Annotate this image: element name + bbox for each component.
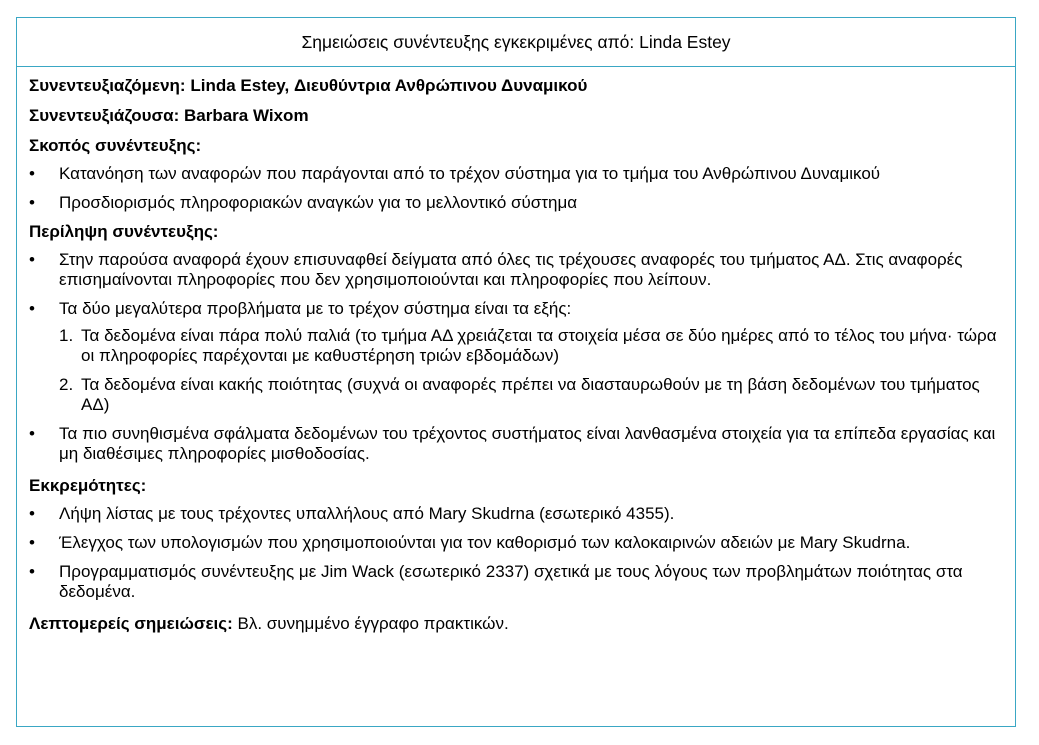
- summary-list: [29, 250, 1003, 464]
- bullet-icon: •: [29, 164, 35, 183]
- list-item: • Τα δύο μεγαλύτερα προβλήματα με το τρέχον σύστημα είναι τα εξής: 1. Τα δεδομένα είναι πάρα πολύ παλιά (το τμήμα ΑΔ χρειάζεται τα στοιχεία μέσα σε δύο ημέρες από το τέλος του μήνα· τώρα οι πληροφορίες παρέχονται με καθυστέρηση τριών εβδομάδων) 2. Τα δεδομένα είναι κακής ποιότητας (συχνά οι αναφορές πρέπει να διασταυρωθούν με τη βάση δεδομένων του τμήματος ΑΔ): [29, 299, 1003, 415]
- list-item: • Τα πιο συνηθισμένα σφάλματα δεδομένων του τρέχοντος συστήματος είναι λανθασμένα στοιχεία για τα επίπεδα εργασίας και μη διαθέσιμες πληροφορίες μισθοδοσίας.: [29, 424, 996, 463]
- purpose-list: [29, 164, 1003, 213]
- numbered-item: 2. Τα δεδομένα είναι κακής ποιότητας (συχνά οι αναφορές πρέπει να διασταυρωθούν με τη βάση δεδομένων του τμήματος ΑΔ): [59, 375, 980, 414]
- numbered-item: 1. Τα δεδομένα είναι πάρα πολύ παλιά (το τμήμα ΑΔ χρειάζεται τα στοιχεία μέσα σε δύο ημέρες από το τέλος του μήνα· τώρα οι πληροφορίες παρέχονται με καθυστέρηση τριών εβδομάδων): [59, 326, 997, 365]
- form-header: [17, 18, 1015, 67]
- details-value: Βλ. συνημμένο έγγραφο πρακτικών.: [237, 614, 509, 633]
- header-title: Σημειώσεις συνέντευξης εγκεκριμένες από: Linda Estey: [301, 31, 731, 52]
- list-item: • Προγραμματισμός συνέντευξης με Jim Wack (εσωτερικό 2337) σχετικά με τους λόγους των προβλημάτων ποιότητας στα δεδομένα.: [29, 562, 963, 601]
- summary-title: Περίληψη συνέντευξης:: [29, 222, 219, 241]
- details-line: [29, 614, 1003, 634]
- item-number: 2.: [59, 375, 74, 394]
- interview-notes-form: [16, 17, 1016, 727]
- form-content: [17, 67, 1015, 634]
- bullet-icon: •: [29, 424, 35, 443]
- interviewer-label: Συνεντευξιάζουσα:: [29, 106, 180, 125]
- interviewee-line: [29, 76, 1003, 96]
- list-item: • Προσδιορισμός πληροφοριακών αναγκών για το μελλοντικό σύστημα: [29, 193, 578, 212]
- bullet-icon: •: [29, 533, 35, 552]
- interviewer-value: Barbara Wixom: [184, 106, 309, 125]
- bullet-icon: •: [29, 193, 35, 212]
- details-label: Λεπτομερείς σημειώσεις:: [29, 614, 233, 633]
- list-item: • Έλεγχος των υπολογισμών που χρησιμοποιούνται για τον καθορισμό των καλοκαιρινών αδειών με Mary Skudrna.: [29, 533, 911, 552]
- pending-list: [29, 504, 1003, 602]
- purpose-title: Σκοπός συνέντευξης:: [29, 136, 202, 155]
- interviewee-value: Linda Estey, Διευθύντρια Ανθρώπινου Δυναμικού: [190, 76, 588, 95]
- interviewee-label: Συνεντευξιαζόμενη:: [29, 76, 186, 95]
- bullet-icon: •: [29, 299, 35, 318]
- list-item: • Λήψη λίστας με τους τρέχοντες υπαλλήλους από Mary Skudrna (εσωτερικό 4355).: [29, 504, 675, 523]
- item-number: 1.: [59, 326, 74, 345]
- bullet-icon: •: [29, 250, 35, 269]
- pending-title: Εκκρεμότητες:: [29, 476, 147, 495]
- list-item: • Στην παρούσα αναφορά έχουν επισυναφθεί δείγματα από όλες τις τρέχουσες αναφορές του τμήματος ΑΔ. Στις αναφορές επισημαίνονται πληροφορίες που δεν χρησιμοποιούνται και πληροφορίες που λείπουν.: [29, 250, 963, 289]
- list-item: • Κατανόηση των αναφορών που παράγονται από το τρέχον σύστημα για το τμήμα του Ανθρώπινου Δυναμικού: [29, 164, 881, 183]
- interviewer-line: [29, 106, 1003, 126]
- bullet-icon: •: [29, 504, 35, 523]
- bullet-icon: •: [29, 562, 35, 581]
- problems-list: [59, 326, 1003, 415]
